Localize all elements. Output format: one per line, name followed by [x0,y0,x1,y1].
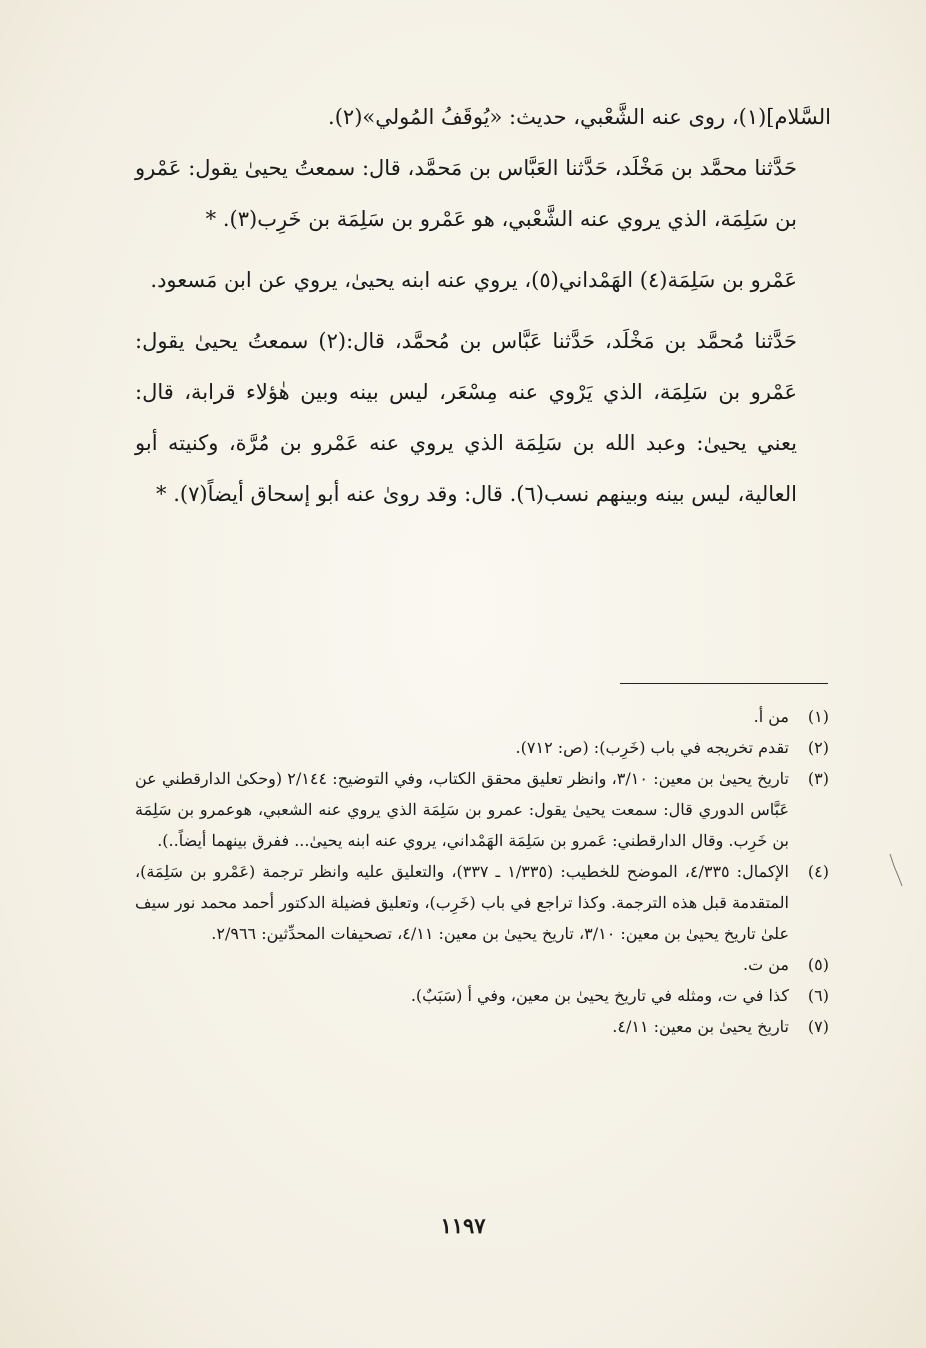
footnote-text: من أ. [753,707,789,726]
paragraph-1: السَّلام](١)، روى عنه الشَّعْبي، حديث: «يُوقَفُ المُولي»(٢). [328,105,831,129]
footnote-text: من ت. [743,955,789,974]
footnote-text: تاريخ يحيىٰ بن معين: ٤/١١. [612,1017,789,1036]
footnote-text: تاريخ يحيىٰ بن معين: ٣/١٠، وانظر تعليق محقق الكتاب، وفي التوضيح: ٢/١٤٤ (وحكىٰ الدارقطني عن عَبَّاس الدوري قال: سمعت يحيىٰ يقول: عمرو بن سَلِمَة الذي يروي عنه الشعبي، هوعمرو بن سَلِمَة بن خَرِب. وقال الدارقطني: عَمرو بن سَلِمَة الهَمْداني، يروي عنه ابنه يحيىٰ... ففرق بينهما أيضاً..). [135,769,789,850]
footnote-1 [135,701,829,732]
footnote-5 [135,949,829,980]
page-number: ١١٩٧ [440,1213,486,1238]
footnote-2 [135,732,829,763]
footnote-divider [620,683,828,684]
footnote-number: (١) [807,707,829,726]
margin-pen-mark [888,852,904,888]
footnotes [135,701,829,1042]
footnote-4 [135,856,829,949]
footnote-3 [135,763,829,856]
paragraph-2: حَدَّثنا محمَّد بن مَخْلَد، حَدَّثنا العَبَّاس بن مَحمَّد، قال: سمعتُ يحيىٰ يقول: عَمْرو بن سَلِمَة، الذي يروي عنه الشَّعْبي، هو عَمْرو بن سَلِمَة بن خَرِب(٣). * [135,156,797,231]
footnote-number: (٧) [807,1017,829,1036]
paragraph-4: حَدَّثنا مُحمَّد بن مَخْلَد، حَدَّثنا عَبَّاس بن مُحمَّد، قال:(٢) سمعتُ يحيىٰ يقول: عَمْرو بن سَلِمَة، الذي يَرْوي عنه مِسْعَر، ليس بينه وبين هٰؤلاء قرابة، قال: يعني يحيىٰ: وعبد الله بن سَلِمَة الذي يروي عنه عَمْرو بن مُرَّة، وكنيته أبو العالية، ليس بينه وبينهم نسب(٦). قال: وقد روىٰ عنه أبو إسحاق أيضاً(٧). * [135,329,797,506]
footnote-number: (٤) [807,862,829,881]
footnote-number: (٣) [807,769,829,788]
footnote-text: كذا في ت، ومثله في تاريخ يحيىٰ بن معين، وفي أ (سَبَبٌ). [410,986,789,1005]
footnote-number: (٢) [807,738,829,757]
footnote-6 [135,980,829,1011]
footnote-7 [135,1011,829,1042]
footnote-text: تقدم تخريجه في باب (خَرِب): (ص: ٧١٢). [515,738,789,757]
footnote-text: الإكمال: ٤/٣٣٥، الموضح للخطيب: (١/٣٣٥ ـ ٣٣٧)، والتعليق عليه وانظر ترجمة (عَمْرو بن سَلِمَة)، المتقدمة قبل هذه الترجمة. وكذا تراجع في باب (خَرِب)، وتعليق فضيلة الدكتور أحمد محمد نور سيف علىٰ تاريخ يحيىٰ بن معين: ٣/١٠، تاريخ يحيىٰ بن معين: ٤/١١، تصحيفات المحدِّثين: ٢/٩٦٦. [135,862,790,943]
paragraph-3: عَمْرو بن سَلِمَة(٤) الهَمْداني(٥)، يروي عنه ابنه يحيىٰ، يروي عن ابن مَسعود. [150,268,797,292]
main-text [135,92,831,520]
footnote-number: (٥) [807,955,829,974]
footnote-number: (٦) [807,986,829,1005]
